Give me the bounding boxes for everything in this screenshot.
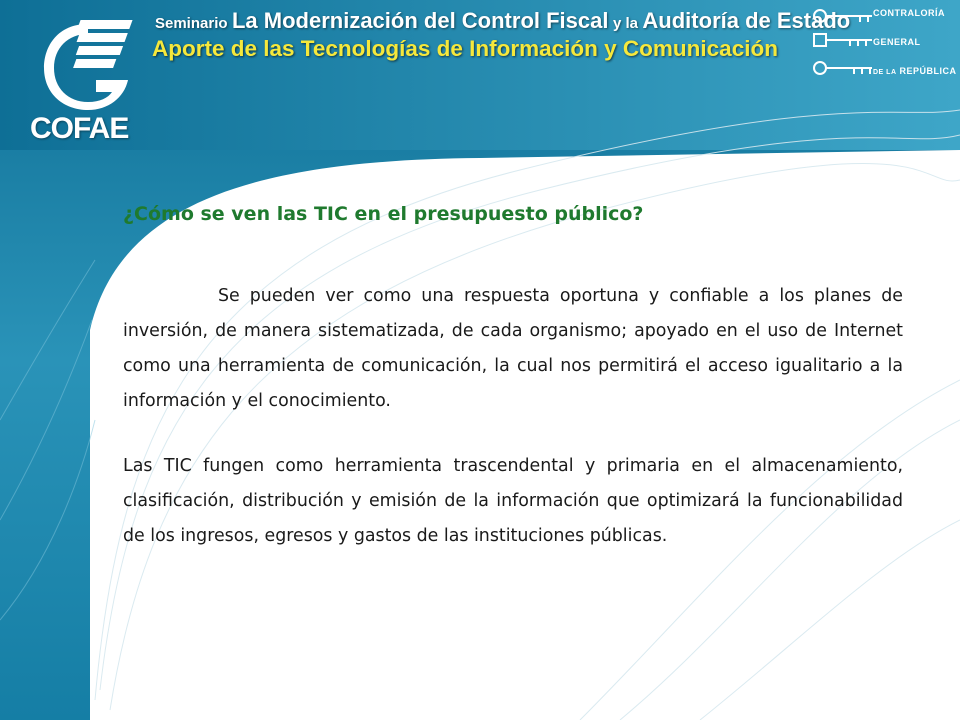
contraloria-line3-prefix: DE LA bbox=[873, 69, 897, 76]
seminar-label: Seminario bbox=[155, 15, 228, 32]
slide-heading: ¿Cómo se ven las TIC en el presupuesto público? bbox=[123, 203, 644, 225]
contraloria-line1: CONTRALORÍA bbox=[873, 8, 945, 18]
seminar-title-part2: Auditoría de Estado bbox=[642, 8, 851, 33]
seminar-title-part1: La Modernización del Control Fiscal bbox=[231, 8, 609, 33]
contraloria-line3-main: REPÚBLICA bbox=[899, 66, 957, 76]
seminar-subtitle: Aporte de las Tecnologías de Información y Comunicación bbox=[152, 36, 778, 61]
seminar-title bbox=[155, 8, 850, 34]
seminar-connector: y la bbox=[612, 15, 638, 32]
contraloria-line2: GENERAL bbox=[873, 37, 921, 47]
contraloria-key-icon bbox=[810, 4, 880, 84]
paragraph-2: Las TIC fungen como herramienta trascendental y primaria en el almacenamiento, clasificación, distribución y emisión de la información que optimizará la funcionabilidad de los ingresos, egresos y gastos de las instituciones públicas. bbox=[123, 456, 903, 546]
cofae-logo-text: COFAE bbox=[30, 112, 129, 145]
paragraph-1: Se pueden ver como una respuesta oportuna y confiable a los planes de inversión, de manera sistematizada, de cada organismo; apoyado en el uso de Internet como una herramienta de comunicación, la cual nos permitirá el acceso igualitario a la información y el conocimiento. bbox=[123, 286, 903, 411]
cofae-logo-icon bbox=[38, 16, 138, 116]
contraloria-line3 bbox=[873, 66, 957, 76]
